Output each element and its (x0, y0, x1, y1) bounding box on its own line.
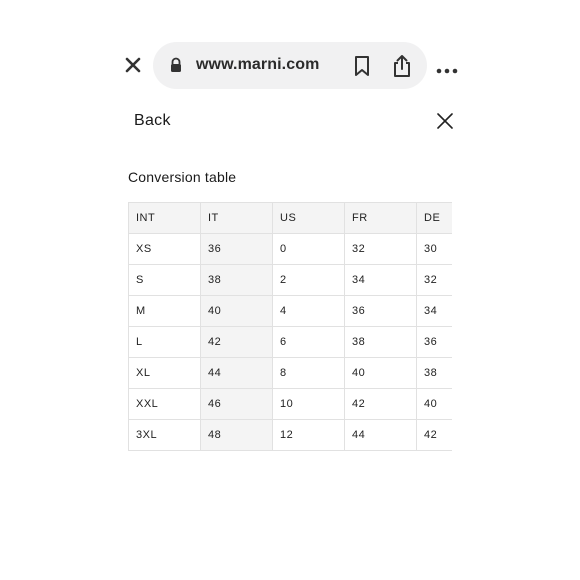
close-panel-icon[interactable] (436, 112, 454, 130)
table-cell: 38 (201, 265, 273, 296)
table-cell: 36 (345, 296, 417, 327)
column-header: FR (345, 203, 417, 234)
column-header: DE (417, 203, 453, 234)
table-cell: S (129, 265, 201, 296)
table-row (129, 389, 453, 420)
table-row (129, 327, 453, 358)
table-cell: 42 (201, 327, 273, 358)
table-cell: 30 (417, 234, 453, 265)
table-cell: 8 (273, 358, 345, 389)
table-cell: M (129, 296, 201, 327)
table-cell: 32 (417, 265, 453, 296)
table-cell: 38 (417, 358, 453, 389)
table-cell: 3XL (129, 420, 201, 451)
table-cell: 4 (273, 296, 345, 327)
table-cell: XS (129, 234, 201, 265)
table-cell: L (129, 327, 201, 358)
table-row (129, 265, 453, 296)
column-header: IT (201, 203, 273, 234)
table-header-row (129, 203, 453, 234)
lock-icon (169, 57, 183, 73)
section-title: Conversion table (128, 169, 237, 185)
column-header: INT (129, 203, 201, 234)
table-cell: 36 (201, 234, 273, 265)
table-cell: XXL (129, 389, 201, 420)
table-cell: 34 (345, 265, 417, 296)
table-cell: 38 (345, 327, 417, 358)
table-cell: 40 (201, 296, 273, 327)
table-cell: 34 (417, 296, 453, 327)
more-icon[interactable] (436, 62, 458, 70)
table-cell: 10 (273, 389, 345, 420)
table-row (129, 234, 453, 265)
table-row (129, 296, 453, 327)
table-cell: 42 (417, 420, 453, 451)
close-icon[interactable] (122, 54, 144, 76)
share-icon[interactable] (391, 54, 413, 78)
table-row (129, 358, 453, 389)
bookmark-icon[interactable] (353, 55, 371, 77)
table-cell: 44 (345, 420, 417, 451)
back-button[interactable]: Back (134, 112, 171, 129)
table-cell: 36 (417, 327, 453, 358)
table-cell: 2 (273, 265, 345, 296)
conversion-table-scroll[interactable] (128, 202, 452, 452)
table-cell: 6 (273, 327, 345, 358)
table-cell: 40 (345, 358, 417, 389)
table-cell: 32 (345, 234, 417, 265)
table-cell: 0 (273, 234, 345, 265)
table-cell: 46 (201, 389, 273, 420)
table-row (129, 420, 453, 451)
url-text[interactable]: www.marni.com (196, 56, 320, 73)
table-cell: 12 (273, 420, 345, 451)
conversion-table (128, 202, 452, 451)
table-cell: 40 (417, 389, 453, 420)
column-header: US (273, 203, 345, 234)
table-cell: XL (129, 358, 201, 389)
table-cell: 44 (201, 358, 273, 389)
table-cell: 42 (345, 389, 417, 420)
table-cell: 48 (201, 420, 273, 451)
